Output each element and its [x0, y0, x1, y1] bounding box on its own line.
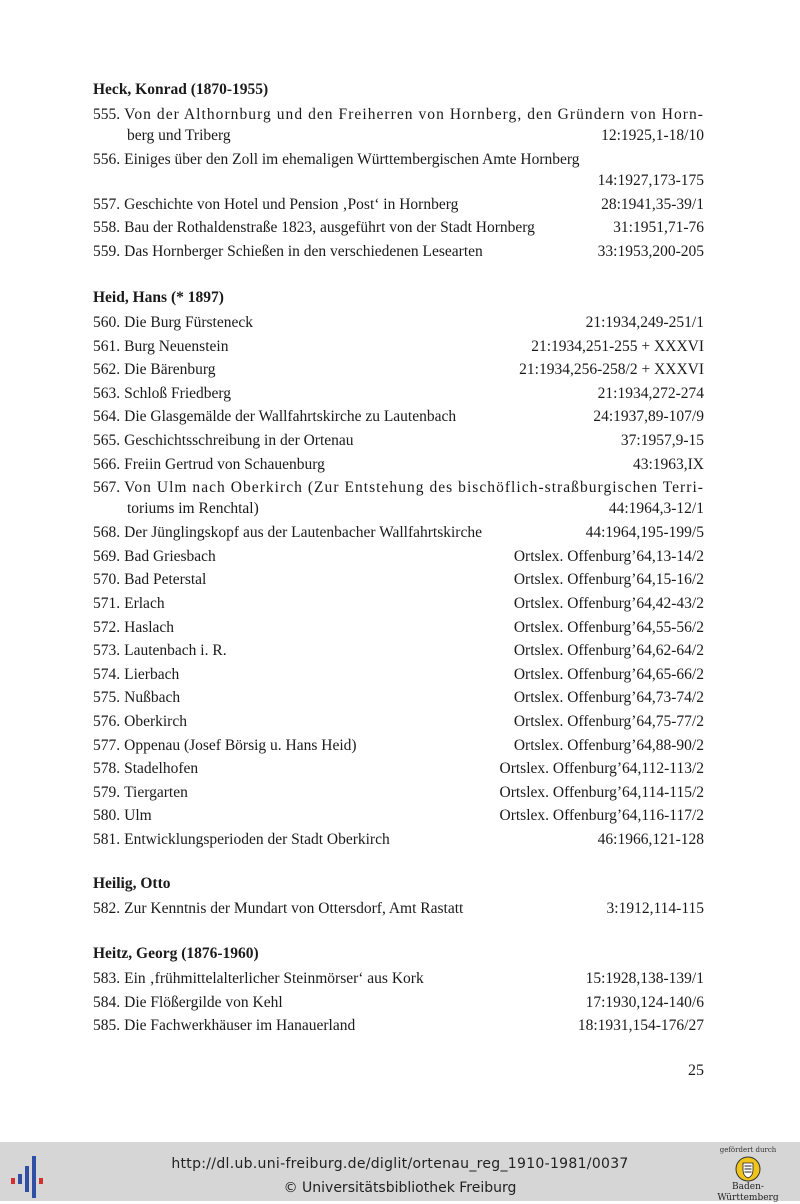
entry-title: Ulm [124, 807, 152, 825]
entry-reference: 43:1963,IX [632, 455, 704, 473]
entry-title: Die Fachwerkhäuser im Hanauerland [124, 1017, 356, 1035]
entry-list [93, 968, 704, 1036]
entry-second-line [93, 125, 704, 146]
author-heading: Heilig, Otto [93, 875, 171, 892]
bibliography-entry [93, 149, 704, 191]
entry-title: Tiergarten [124, 783, 188, 801]
entry-left [93, 546, 216, 567]
entry-number: 566. [93, 455, 121, 473]
entry-first-line [93, 829, 704, 850]
entry-number: 561. [93, 337, 121, 355]
entry-reference: Ortslex. Offenburg’64,112-113/2 [499, 760, 704, 778]
entry-title: Die Glasgemälde der Wallfahrtskirche zu Lautenbach [124, 408, 457, 426]
entry-left [93, 711, 187, 732]
entry-number: 562. [93, 361, 121, 379]
entry-title: Oppenau (Josef Börsig u. Hans Heid) [124, 736, 357, 754]
entry-reference: Ortslex. Offenburg’64,114-115/2 [499, 783, 704, 801]
entry-list [93, 104, 704, 262]
entry-number: 559. [93, 242, 121, 260]
entry-number: 573. [93, 642, 121, 660]
entry-left [93, 898, 463, 919]
entry-left [93, 104, 704, 125]
bibliography-entry [93, 477, 704, 519]
entry-title-continuation: berg und Triberg [127, 127, 231, 144]
source-url[interactable]: http://dl.ub.uni-freiburg.de/diglit/ortenau_reg_1910-1981/0037 [171, 1156, 629, 1172]
entry-first-line [93, 522, 704, 543]
bibliography-entry [93, 522, 704, 543]
entry-number: 569. [93, 547, 121, 565]
author-heading: Heid, Hans (* 1897) [93, 289, 224, 306]
entry-left [93, 430, 354, 451]
entry-reference: 15:1928,138-139/1 [585, 970, 704, 987]
bibliography-entry [93, 687, 704, 708]
bibliography-entry [93, 194, 704, 215]
bibliography-entry [93, 383, 704, 404]
entry-title: Freiin Gertrud von Schauenburg [124, 455, 325, 473]
entry-title: Oberkirch [124, 712, 187, 730]
entry-number: 577. [93, 736, 121, 754]
bibliography-entry [93, 569, 704, 590]
entry-title: Geschichte von Hotel und Pension ‚Post‘ in Hornberg [124, 195, 459, 213]
entry-number: 575. [93, 689, 121, 707]
entry-first-line [93, 312, 704, 333]
entry-first-line [93, 898, 704, 919]
entry-left [93, 149, 580, 170]
entry-first-line [93, 454, 704, 475]
entry-number: 572. [93, 618, 121, 636]
entry-number: 556. [93, 151, 121, 168]
entry-reference: Ortslex. Offenburg’64,15-16/2 [513, 571, 704, 589]
entry-reference: 28:1941,35-39/1 [601, 195, 704, 213]
entry-number: 555. [93, 106, 121, 123]
entry-left [93, 241, 483, 262]
entry-first-line [93, 194, 704, 215]
entry-reference: 21:1934,251-255 + XXXVI [531, 337, 704, 355]
entry-reference: 21:1934,256-258/2 + XXXVI [519, 361, 704, 379]
entry-first-line [93, 477, 704, 498]
entry-title: Bad Griesbach [124, 547, 216, 565]
bibliography-entry [93, 782, 704, 803]
entry-first-line [93, 968, 704, 989]
entry-reference: 37:1957,9-15 [620, 431, 704, 449]
entry-list [93, 898, 704, 919]
author-heading: Heitz, Georg (1876-1960) [93, 945, 259, 962]
entry-left [93, 477, 704, 498]
bibliography-entry [93, 336, 704, 357]
entry-number: 563. [93, 384, 121, 402]
entry-number: 565. [93, 431, 121, 449]
entry-reference: Ortslex. Offenburg’64,62-64/2 [513, 642, 704, 660]
entry-number: 558. [93, 219, 121, 237]
entry-number: 574. [93, 665, 121, 683]
entry-title: Lierbach [124, 665, 180, 683]
funded-by-label: gefördert durch [719, 1146, 777, 1154]
entry-first-line [93, 217, 704, 238]
entry-first-line [93, 430, 704, 451]
bibliography-entry [93, 805, 704, 826]
author-section [93, 874, 704, 922]
entry-first-line [93, 104, 704, 125]
entry-first-line [93, 782, 704, 803]
entry-first-line [93, 406, 704, 427]
entry-left [93, 968, 424, 989]
entry-title: Lautenbach i. R. [124, 642, 227, 660]
entry-title: Entwicklungsperioden der Stadt Oberkirch [124, 830, 390, 848]
entry-title: Bad Peterstal [124, 571, 207, 589]
entry-first-line [93, 640, 704, 661]
entry-number: 578. [93, 760, 121, 778]
entry-number: 583. [93, 970, 121, 987]
entry-first-line [93, 1015, 704, 1036]
bibliography-entry [93, 758, 704, 779]
bibliography-entry [93, 829, 704, 850]
entry-first-line [93, 593, 704, 614]
bibliography-entry [93, 546, 704, 567]
entry-left [93, 805, 152, 826]
entry-title: Einiges über den Zoll im ehemaligen Württembergischen Amte Hornberg [124, 151, 580, 168]
entry-title: Von der Althornburg und den Freiherren von Hornberg, den Gründern von Horn- [124, 106, 704, 123]
bibliography-entry [93, 430, 704, 451]
entry-title: Die Bärenburg [124, 361, 216, 379]
entry-reference: Ortslex. Offenburg’64,116-117/2 [499, 807, 704, 825]
entry-title: Der Jünglingskopf aus der Lautenbacher Wallfahrtskirche [124, 524, 482, 542]
entry-left [93, 617, 174, 638]
entry-first-line [93, 149, 704, 170]
copyright-notice: © Universitätsbibliothek Freiburg [283, 1180, 517, 1196]
entry-reference: Ortslex. Offenburg’64,75-77/2 [513, 712, 704, 730]
entry-number: 557. [93, 195, 121, 213]
entry-number: 567. [93, 479, 121, 497]
entry-first-line [93, 336, 704, 357]
entry-first-line [93, 359, 704, 380]
entry-left [93, 406, 456, 427]
entry-list [93, 312, 704, 850]
entry-second-line [93, 498, 704, 519]
entry-title: Die Flößergilde von Kehl [124, 993, 283, 1011]
entry-title: Erlach [124, 594, 165, 612]
entry-left [93, 829, 390, 850]
entry-left [93, 593, 165, 614]
state-crest-icon [735, 1156, 761, 1182]
entry-number: 576. [93, 712, 121, 730]
entry-reference: 17:1930,124-140/6 [585, 993, 704, 1011]
entry-reference: 44:1964,3-12/1 [608, 500, 704, 518]
entry-number: 564. [93, 408, 121, 426]
entry-title: Schloß Friedberg [124, 384, 232, 402]
entry-left [93, 383, 231, 404]
entry-left [93, 782, 188, 803]
bibliography-entry [93, 664, 704, 685]
entry-first-line [93, 241, 704, 262]
bibliography-entry [93, 711, 704, 732]
entry-title: Geschichtsschreibung in der Ortenau [124, 431, 354, 449]
bibliography-entry [93, 406, 704, 427]
entry-number: 570. [93, 571, 121, 589]
author-heading: Heck, Konrad (1870-1955) [93, 81, 269, 98]
entry-title: Stadelhofen [124, 760, 199, 778]
entry-reference: 31:1951,71-76 [613, 219, 704, 237]
entry-first-line [93, 687, 704, 708]
bibliography-entry [93, 593, 704, 614]
entry-reference: 21:1934,249-251/1 [585, 314, 704, 331]
entry-first-line [93, 546, 704, 567]
entry-reference: 46:1966,121-128 [597, 830, 704, 848]
bibliography-entry [93, 992, 704, 1013]
bibliography-entry [93, 735, 704, 756]
entry-left [93, 687, 180, 708]
bibliography-entry [93, 640, 704, 661]
entry-first-line [93, 569, 704, 590]
entry-number: 571. [93, 594, 121, 612]
bibliography-entry [93, 312, 704, 333]
entry-reference: Ortslex. Offenburg’64,65-66/2 [513, 665, 704, 683]
entry-left [93, 194, 458, 215]
entry-title: Das Hornberger Schießen in den verschiedenen Lesearten [124, 242, 483, 260]
footer-bar [0, 1142, 800, 1201]
entry-number: 584. [93, 993, 121, 1011]
bibliography-entry [93, 217, 704, 238]
entry-left [93, 217, 535, 238]
entry-number: 585. [93, 1017, 121, 1035]
entry-left [93, 1015, 355, 1036]
bibliography-entry [93, 968, 704, 989]
bibliography-entry [93, 454, 704, 475]
author-section [93, 80, 704, 264]
entry-left [93, 664, 179, 685]
bibliography-entry [93, 241, 704, 262]
entry-reference: Ortslex. Offenburg’64,88-90/2 [513, 736, 704, 754]
bibliography-entry [93, 898, 704, 919]
entry-first-line [93, 664, 704, 685]
entry-first-line [93, 758, 704, 779]
entry-left [93, 758, 198, 779]
entry-left [93, 336, 228, 357]
entry-first-line [93, 805, 704, 826]
entry-left [93, 312, 253, 333]
funder-badge [702, 1146, 794, 1201]
entry-title: Ein ‚frühmittelalterlicher Steinmörser‘ aus Kork [124, 970, 424, 987]
entry-reference: 33:1953,200-205 [597, 242, 704, 260]
entry-first-line [93, 617, 704, 638]
entry-reference: Ortslex. Offenburg’64,73-74/2 [513, 689, 704, 707]
entry-first-line [93, 383, 704, 404]
entry-title: Haslach [124, 618, 175, 636]
entry-title: Bau der Rothaldenstraße 1823, ausgeführt von der Stadt Hornberg [124, 219, 535, 237]
entry-reference: Ortslex. Offenburg’64,42-43/2 [513, 594, 704, 612]
funder-name: Baden-Württemberg [717, 1182, 779, 1203]
entry-reference: 21:1934,272-274 [597, 384, 704, 402]
entry-left [93, 569, 206, 590]
entry-number: 560. [93, 314, 121, 331]
bibliography-entry [93, 617, 704, 638]
entry-reference: Ortslex. Offenburg’64,55-56/2 [513, 618, 704, 636]
bibliography-entry [93, 1015, 704, 1036]
entry-reference: 24:1937,89-107/9 [593, 408, 704, 426]
entry-first-line [93, 992, 704, 1013]
entry-reference: 3:1912,114-115 [606, 900, 704, 917]
entry-left [93, 359, 216, 380]
entry-reference: 18:1931,154-176/27 [577, 1017, 704, 1035]
entry-first-line [93, 711, 704, 732]
entry-title: Zur Kenntnis der Mundart von Ottersdorf, Amt Rastatt [124, 900, 464, 917]
entry-left [93, 522, 482, 543]
entry-left [93, 640, 227, 661]
entry-number: 580. [93, 807, 121, 825]
entry-title-continuation: toriums im Renchtal) [127, 500, 259, 518]
bibliography-entry [93, 359, 704, 380]
entry-left [93, 735, 357, 756]
entry-reference: 14:1927,173-175 [597, 172, 704, 189]
entry-reference: 44:1964,195-199/5 [585, 524, 704, 542]
bibliography-entry [93, 104, 704, 146]
entry-number: 582. [93, 900, 121, 917]
entry-second-line [93, 170, 704, 191]
entry-left [93, 992, 283, 1013]
entry-reference: Ortslex. Offenburg’64,13-14/2 [513, 547, 704, 565]
author-section [93, 944, 704, 1039]
entry-reference: 12:1925,1-18/10 [601, 127, 704, 144]
author-section [93, 288, 704, 852]
entry-title: Nußbach [124, 689, 181, 707]
entry-number: 568. [93, 524, 121, 542]
entry-title: Die Burg Fürsteneck [124, 314, 253, 331]
entry-first-line [93, 735, 704, 756]
entry-left [93, 454, 325, 475]
entry-number: 581. [93, 830, 121, 848]
entry-title: Von Ulm nach Oberkirch (Zur Entstehung des bischöflich-straßburgischen Terri- [124, 479, 704, 497]
entry-title: Burg Neuenstein [124, 337, 229, 355]
page-number: 25 [688, 1062, 704, 1079]
entry-number: 579. [93, 783, 121, 801]
